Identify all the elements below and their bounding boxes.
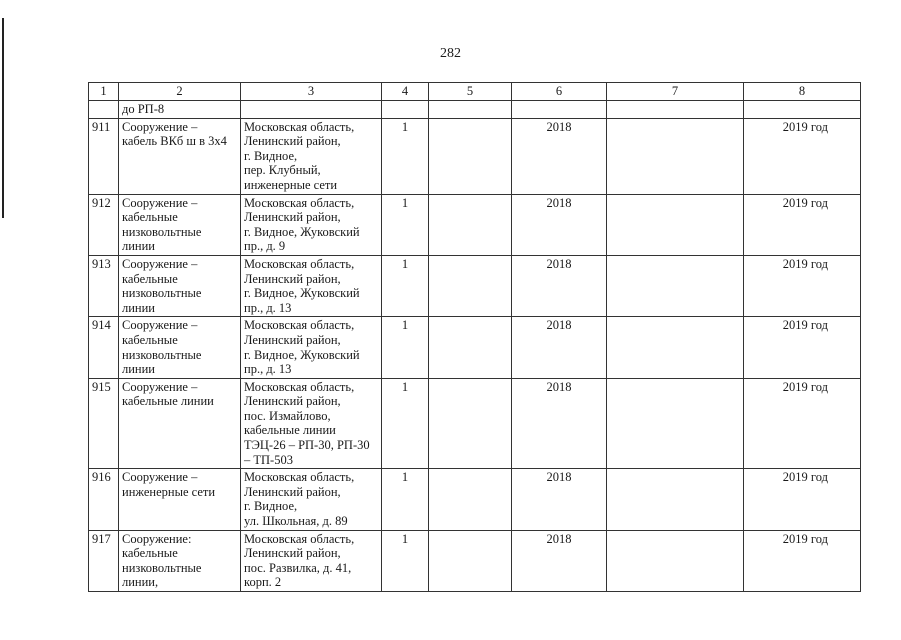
column-7-cell (607, 194, 744, 255)
col-header-4: 4 (382, 83, 429, 101)
planned-year-cell: 2019 год (744, 469, 861, 530)
object-name-line: кабельные (122, 332, 178, 347)
quantity-cell: 1 (382, 317, 429, 378)
object-name-line: Сооружение: (122, 531, 192, 546)
address-line: г. Видное, (244, 148, 298, 163)
planned-year-cell: 2019 год (744, 530, 861, 591)
address-line: г. Видное, Жуковский (244, 224, 360, 239)
col-header-3: 3 (241, 83, 382, 101)
table-row (89, 469, 861, 530)
object-name-line: кабельные линии (122, 394, 214, 409)
column-5-cell (429, 118, 512, 194)
address-line: пер. Клубный, (244, 163, 321, 178)
table-row (89, 118, 861, 194)
column-7-cell (607, 255, 744, 316)
table-row (89, 255, 861, 316)
year-cell: 2018 (512, 469, 607, 530)
object-name-line: низковольтные (122, 347, 202, 362)
year-cell: 2018 (512, 378, 607, 469)
row-number-cell: 917 (89, 530, 119, 591)
address-line: Ленинский район, (244, 484, 341, 499)
row-number-cell: 916 (89, 469, 119, 530)
object-name-cell (119, 118, 241, 194)
col-header-5: 5 (429, 83, 512, 101)
object-name-line: Сооружение – (122, 119, 198, 134)
planned-year-cell: 2019 год (744, 194, 861, 255)
object-name-line: кабель ВКб ш в 3х4 (122, 134, 227, 149)
quantity-cell: 1 (382, 530, 429, 591)
object-name-line: линии, (122, 575, 159, 590)
address-line: ул. Школьная, д. 89 (244, 514, 348, 529)
object-name-line: линии (122, 362, 155, 377)
column-5-cell (429, 530, 512, 591)
column-5-cell (429, 378, 512, 469)
continuation-year-cell (512, 101, 607, 119)
object-name-line: Сооружение – (122, 379, 198, 394)
object-name-line: кабельные (122, 210, 178, 225)
address-line: г. Видное, Жуковский (244, 286, 360, 301)
continuation-qty-cell (382, 101, 429, 119)
col-header-7: 7 (607, 83, 744, 101)
continuation-row (89, 101, 861, 119)
column-7-cell (607, 378, 744, 469)
address-line: пр., д. 9 (244, 239, 286, 254)
address-line: пр., д. 13 (244, 300, 292, 315)
address-line: Ленинский район, (244, 332, 341, 347)
row-number-cell: 914 (89, 317, 119, 378)
column-number-header-row (89, 83, 861, 101)
address-line: Московская область, (244, 318, 355, 333)
object-name-line: кабельные (122, 546, 178, 561)
continuation-num-cell (89, 101, 119, 119)
table-row (89, 194, 861, 255)
quantity-cell: 1 (382, 194, 429, 255)
object-name-line: инженерные сети (122, 484, 216, 499)
address-line: г. Видное, (244, 499, 298, 514)
address-line: Ленинский район, (244, 271, 341, 286)
column-5-cell (429, 469, 512, 530)
continuation-name-line: до РП-8 (122, 102, 165, 116)
table-row (89, 530, 861, 591)
property-registry-table (88, 82, 861, 592)
year-cell: 2018 (512, 194, 607, 255)
column-5-cell (429, 317, 512, 378)
col-header-1: 1 (89, 83, 119, 101)
col-header-8: 8 (744, 83, 861, 101)
object-name-line: Сооружение – (122, 318, 198, 333)
address-line: пр., д. 13 (244, 362, 292, 377)
object-name-line: низковольтные (122, 560, 202, 575)
object-name-cell (119, 469, 241, 530)
col-header-2: 2 (119, 83, 241, 101)
address-line: Ленинский район, (244, 546, 341, 561)
address-cell (241, 317, 382, 378)
column-5-cell (429, 255, 512, 316)
address-line: Ленинский район, (244, 134, 341, 149)
continuation-plan-cell (744, 101, 861, 119)
col-header-6: 6 (512, 83, 607, 101)
address-line: Московская область, (244, 195, 355, 210)
year-cell: 2018 (512, 530, 607, 591)
quantity-cell: 1 (382, 378, 429, 469)
address-cell (241, 469, 382, 530)
continuation-address-cell (241, 101, 382, 119)
object-name-cell (119, 255, 241, 316)
address-line: – ТП-503 (244, 452, 293, 467)
address-line: Московская область, (244, 119, 355, 134)
object-name-line: Сооружение – (122, 195, 198, 210)
continuation-col5-cell (429, 101, 512, 119)
page-number: 282 (440, 46, 461, 61)
address-cell (241, 118, 382, 194)
address-line: ТЭЦ-26 – РП-30, РП-30 (244, 438, 370, 453)
row-number-cell: 915 (89, 378, 119, 469)
object-name-cell (119, 530, 241, 591)
row-number-cell: 911 (89, 118, 119, 194)
quantity-cell: 1 (382, 469, 429, 530)
object-name-line: низковольтные (122, 286, 202, 301)
year-cell: 2018 (512, 317, 607, 378)
address-cell (241, 194, 382, 255)
address-line: пос. Измайлово, (244, 408, 331, 423)
object-name-line: Сооружение – (122, 470, 198, 485)
planned-year-cell: 2019 год (744, 317, 861, 378)
object-name-line: линии (122, 300, 155, 315)
column-7-cell (607, 530, 744, 591)
address-line: пос. Развилка, д. 41, (244, 560, 352, 575)
quantity-cell: 1 (382, 255, 429, 316)
row-number-cell: 912 (89, 194, 119, 255)
column-5-cell (429, 194, 512, 255)
object-name-cell (119, 317, 241, 378)
object-name-line: кабельные (122, 271, 178, 286)
year-cell: 2018 (512, 255, 607, 316)
planned-year-cell: 2019 год (744, 378, 861, 469)
address-line: Московская область, (244, 379, 355, 394)
address-line: Московская область, (244, 256, 355, 271)
object-name-cell (119, 378, 241, 469)
table-row (89, 378, 861, 469)
address-line: кабельные линии (244, 423, 336, 438)
object-name-line: линии (122, 239, 155, 254)
column-7-cell (607, 469, 744, 530)
planned-year-cell: 2019 год (744, 118, 861, 194)
object-name-line: низковольтные (122, 224, 202, 239)
address-cell (241, 255, 382, 316)
column-7-cell (607, 118, 744, 194)
quantity-cell: 1 (382, 118, 429, 194)
column-7-cell (607, 317, 744, 378)
address-line: Московская область, (244, 531, 355, 546)
address-line: г. Видное, Жуковский (244, 347, 360, 362)
object-name-line: Сооружение – (122, 256, 198, 271)
continuation-col7-cell (607, 101, 744, 119)
table-row (89, 317, 861, 378)
year-cell: 2018 (512, 118, 607, 194)
address-line: корп. 2 (244, 575, 282, 590)
address-line: инженерные сети (244, 177, 338, 192)
address-cell (241, 378, 382, 469)
address-cell (241, 530, 382, 591)
row-number-cell: 913 (89, 255, 119, 316)
object-name-cell (119, 194, 241, 255)
continuation-name-cell (119, 101, 241, 119)
address-line: Московская область, (244, 470, 355, 485)
address-line: Ленинский район, (244, 394, 341, 409)
planned-year-cell: 2019 год (744, 255, 861, 316)
address-line: Ленинский район, (244, 210, 341, 225)
